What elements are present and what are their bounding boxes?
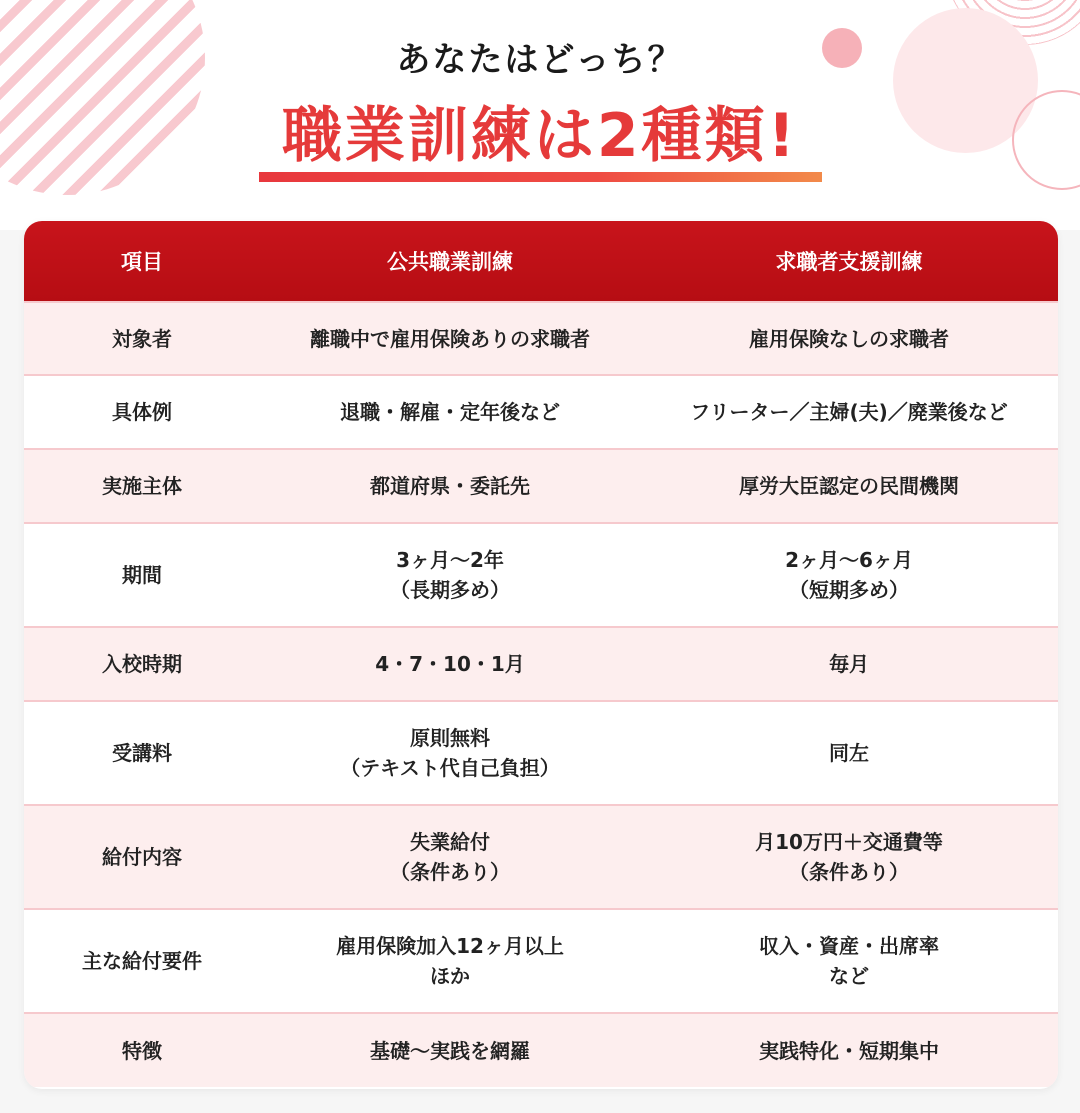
- column-header-item: 項目: [24, 221, 260, 302]
- row-label: 期間: [24, 523, 260, 627]
- cell-line: 厚労大臣認定の民間機関: [739, 474, 959, 498]
- cell-line: 原則無料: [410, 726, 490, 750]
- cell-public: [260, 909, 640, 1013]
- table-row: [24, 805, 1058, 909]
- row-label: 実施主体: [24, 449, 260, 523]
- table-row: [24, 375, 1058, 449]
- title-underline: [259, 172, 822, 182]
- cell-line: 離職中で雇用保険ありの求職者: [310, 326, 590, 351]
- cell-support: [640, 805, 1058, 909]
- cell-line: 収入・資産・出席率: [759, 934, 939, 958]
- row-label: 具体例: [24, 375, 260, 449]
- row-label: 対象者: [24, 302, 260, 375]
- cell-public: [260, 701, 640, 805]
- cell-line: 2ヶ月〜6ヶ月: [785, 548, 913, 572]
- page-title: 職業訓練は2種類!: [281, 101, 799, 171]
- row-label: 給付内容: [24, 805, 260, 909]
- cell-support: [640, 449, 1058, 523]
- cell-public: [260, 302, 640, 375]
- cell-line: （テキスト代自己負担）: [340, 756, 560, 780]
- cell-line: ほか: [430, 964, 470, 988]
- column-header-support: 求職者支援訓練: [640, 221, 1058, 302]
- cell-support: [640, 375, 1058, 449]
- cell-line: 雇用保険なしの求職者: [749, 326, 949, 351]
- cell-line: （条件あり）: [390, 860, 510, 884]
- cell-support: [640, 1013, 1058, 1087]
- cell-public: [260, 1013, 640, 1087]
- table-row: [24, 1013, 1058, 1087]
- cell-support: [640, 909, 1058, 1013]
- cell-line: など: [829, 964, 869, 988]
- cell-public: [260, 627, 640, 701]
- cell-line: 都道府県・委託先: [370, 474, 530, 498]
- row-label: 受講料: [24, 701, 260, 805]
- cell-line: 退職・解雇・定年後など: [340, 400, 560, 424]
- cell-public: [260, 523, 640, 627]
- cell-public: [260, 449, 640, 523]
- table-header-row: [24, 221, 1058, 302]
- cell-support: [640, 302, 1058, 375]
- table-row: [24, 909, 1058, 1013]
- cell-line: 失業給付: [410, 830, 490, 854]
- cell-line: 4・7・10・1月: [375, 652, 525, 676]
- row-label: 入校時期: [24, 627, 260, 701]
- cell-public: [260, 375, 640, 449]
- cell-line: （条件あり）: [789, 860, 909, 884]
- cell-line: （短期多め）: [789, 578, 909, 602]
- cell-line: 基礎〜実践を網羅: [370, 1038, 530, 1063]
- cell-line: 月10万円＋交通費等: [755, 830, 943, 854]
- row-label: 特徴: [24, 1013, 260, 1087]
- cell-line: 毎月: [829, 652, 869, 676]
- cell-line: 同左: [829, 741, 869, 765]
- cell-line: フリーター／主婦(夫)／廃業後など: [690, 400, 1008, 424]
- cell-line: 雇用保険加入12ヶ月以上: [336, 934, 564, 958]
- table-row: [24, 302, 1058, 375]
- cell-support: [640, 627, 1058, 701]
- table-row: [24, 523, 1058, 627]
- table-row: [24, 627, 1058, 701]
- table-row: [24, 449, 1058, 523]
- comparison-table-card: [24, 221, 1058, 1089]
- cell-public: [260, 805, 640, 909]
- cell-line: 実践特化・短期集中: [759, 1038, 939, 1063]
- column-header-public: 公共職業訓練: [260, 221, 640, 302]
- table-row: [24, 701, 1058, 805]
- subtitle: あなたはどっち？: [396, 40, 684, 80]
- cell-support: [640, 523, 1058, 627]
- cell-support: [640, 701, 1058, 805]
- cell-line: 3ヶ月〜2年: [396, 548, 504, 572]
- comparison-table: [24, 221, 1058, 1087]
- cell-line: （長期多め）: [390, 578, 510, 602]
- row-label: 主な給付要件: [24, 909, 260, 1013]
